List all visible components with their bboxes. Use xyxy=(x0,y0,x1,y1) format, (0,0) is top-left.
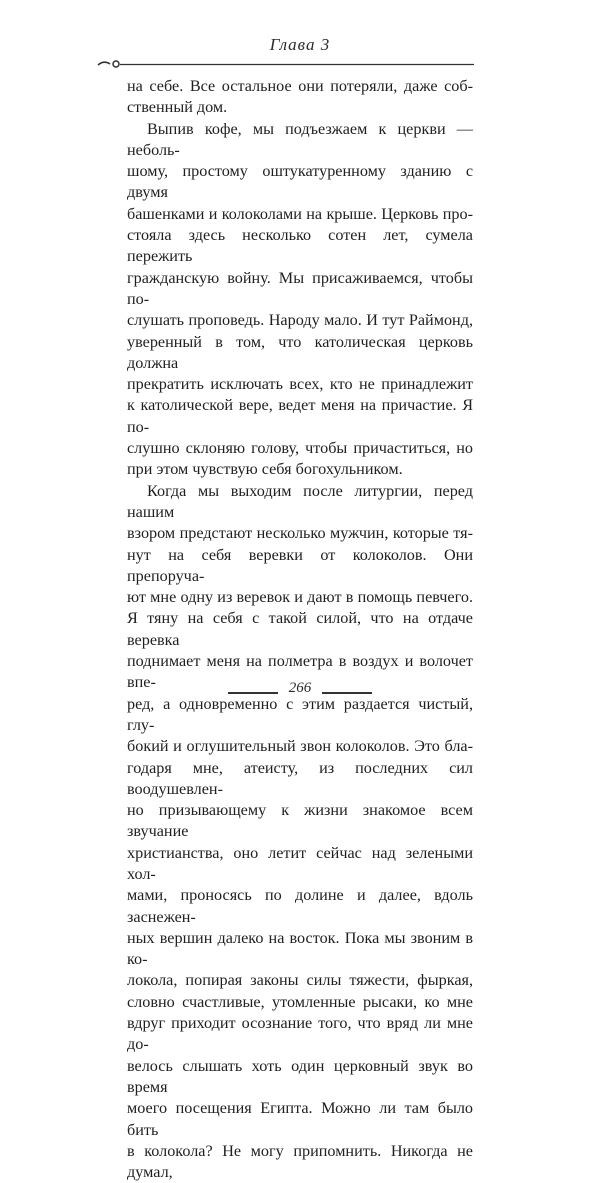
text-line: но призывающему к жизни знакомое всем звучание xyxy=(127,801,473,841)
paragraph-3-line xyxy=(127,992,473,1013)
text-line: стояла здесь несколько сотен лет, сумела пережить xyxy=(127,226,473,266)
text-line: к католической вере, ведет меня на причастие. Я по- xyxy=(127,396,473,436)
paragraph-3-line xyxy=(127,1098,473,1141)
paragraph-3-line xyxy=(127,736,473,757)
text-line: прекратить исключать всех, кто не принадлежит xyxy=(127,375,473,394)
text-line: башенками и колоколами на крыше. Церковь про- xyxy=(127,204,473,223)
page-footer xyxy=(0,680,600,710)
text-line: слушно склоняю голову, чтобы причаститься, но xyxy=(127,439,473,458)
paragraph-3-line xyxy=(127,523,473,544)
text-line: годаря мне, атеисту, из последних сил воодушевлен- xyxy=(127,758,473,798)
text-line: ных вершин далеко на восток. Пока мы звоним в ко- xyxy=(127,928,473,969)
paragraph-3-line xyxy=(127,608,473,651)
text-line: слушать проповедь. Народу мало. И тут Раймонд, xyxy=(127,311,473,330)
text-line: христианства, оно летит сейчас над зелеными хол- xyxy=(127,843,473,883)
paragraph-3-line xyxy=(127,1056,473,1099)
body-text xyxy=(127,76,473,1183)
text-line: поднимает меня на полметра в воздух и волочет впе- xyxy=(127,652,473,692)
text-line: Выпив кофе, мы подъезжаем к церкви — неболь- xyxy=(127,119,473,159)
text-line: нут на себя веревки от колоколов. Они препоруча- xyxy=(127,545,473,585)
paragraph-3 xyxy=(127,481,473,524)
header-ornament-rule xyxy=(96,58,476,70)
paragraph-2-line xyxy=(127,438,473,459)
paragraph-2-line xyxy=(127,161,473,204)
text-line: на себе. Все остальное они потеряли, даже соб- xyxy=(127,77,473,95)
text-line: шому, простому оштукатуренному зданию с двумя xyxy=(127,162,473,202)
paragraph-2-end xyxy=(127,459,473,480)
text-line: словно счастливые, утомленные рысаки, ко мне xyxy=(127,992,473,1011)
text-line: моего посещения Египта. Можно ли там было бить xyxy=(127,1099,473,1139)
text-line: мами, проносясь по долине и далее, вдоль заснежен- xyxy=(127,886,473,926)
paragraph-2-line xyxy=(127,332,473,375)
paragraph-2-line xyxy=(127,374,473,395)
text-line: вдруг приходит осознание того, что вряд ли мне до- xyxy=(127,1014,473,1054)
footer-rule-right xyxy=(322,692,372,694)
text-line: Я тяну на себя с такой силой, что на отдаче веревка xyxy=(127,609,473,649)
text-line: при этом чувствую себя богохульником. xyxy=(127,460,403,479)
text-line: ют мне одну из веревок и дают в помощь певчего. xyxy=(127,588,473,607)
paragraph-2-line xyxy=(127,204,473,225)
paragraph-3-line xyxy=(127,758,473,801)
header-flourish xyxy=(98,62,110,65)
paragraph-3-line xyxy=(127,970,473,991)
paragraph-3-line xyxy=(127,1013,473,1056)
paragraph-3-line xyxy=(127,1141,473,1183)
paragraph-3-line xyxy=(127,928,473,971)
paragraph-3-line xyxy=(127,545,473,588)
paragraph-2 xyxy=(127,119,473,162)
text-line: бокий и оглушительный звон колоколов. Это бла- xyxy=(127,737,473,756)
text-line: взором предстают несколько мужчин, которые тя- xyxy=(127,524,473,543)
text-line: гражданскую войну. Мы присаживаемся, чтобы по- xyxy=(127,268,473,308)
text-line: в колокола? Не могу припомнить. Никогда не думал, xyxy=(127,1141,473,1182)
running-header xyxy=(0,0,600,80)
page-number: 266 xyxy=(288,680,312,696)
paragraph-2-line xyxy=(127,395,473,438)
paragraph-3-line xyxy=(127,843,473,886)
paragraph-2-line xyxy=(127,268,473,311)
header-ornament-circle xyxy=(113,61,119,67)
paragraph-1-end xyxy=(127,97,473,118)
text-line: велось слышать хоть один церковный звук во время xyxy=(127,1056,473,1096)
text-line: ред, а одновременно с этим раздается чистый, глу- xyxy=(127,694,473,734)
chapter-title: Глава 3 xyxy=(269,35,331,54)
paragraph-3-line xyxy=(127,885,473,928)
text-line: ственный дом. xyxy=(127,98,228,117)
paragraph-1 xyxy=(127,76,473,97)
text-line: Когда мы выходим после литургии, перед нашим xyxy=(127,481,473,521)
paragraph-3-line xyxy=(127,800,473,843)
paragraph-3-line xyxy=(127,587,473,608)
paragraph-2-line xyxy=(127,225,473,268)
text-line: уверенный в том, что католическая церковь должна xyxy=(127,332,473,372)
paragraph-2-line xyxy=(127,310,473,331)
text-line: локола, попирая законы силы тяжести, фыркая, xyxy=(127,971,473,990)
